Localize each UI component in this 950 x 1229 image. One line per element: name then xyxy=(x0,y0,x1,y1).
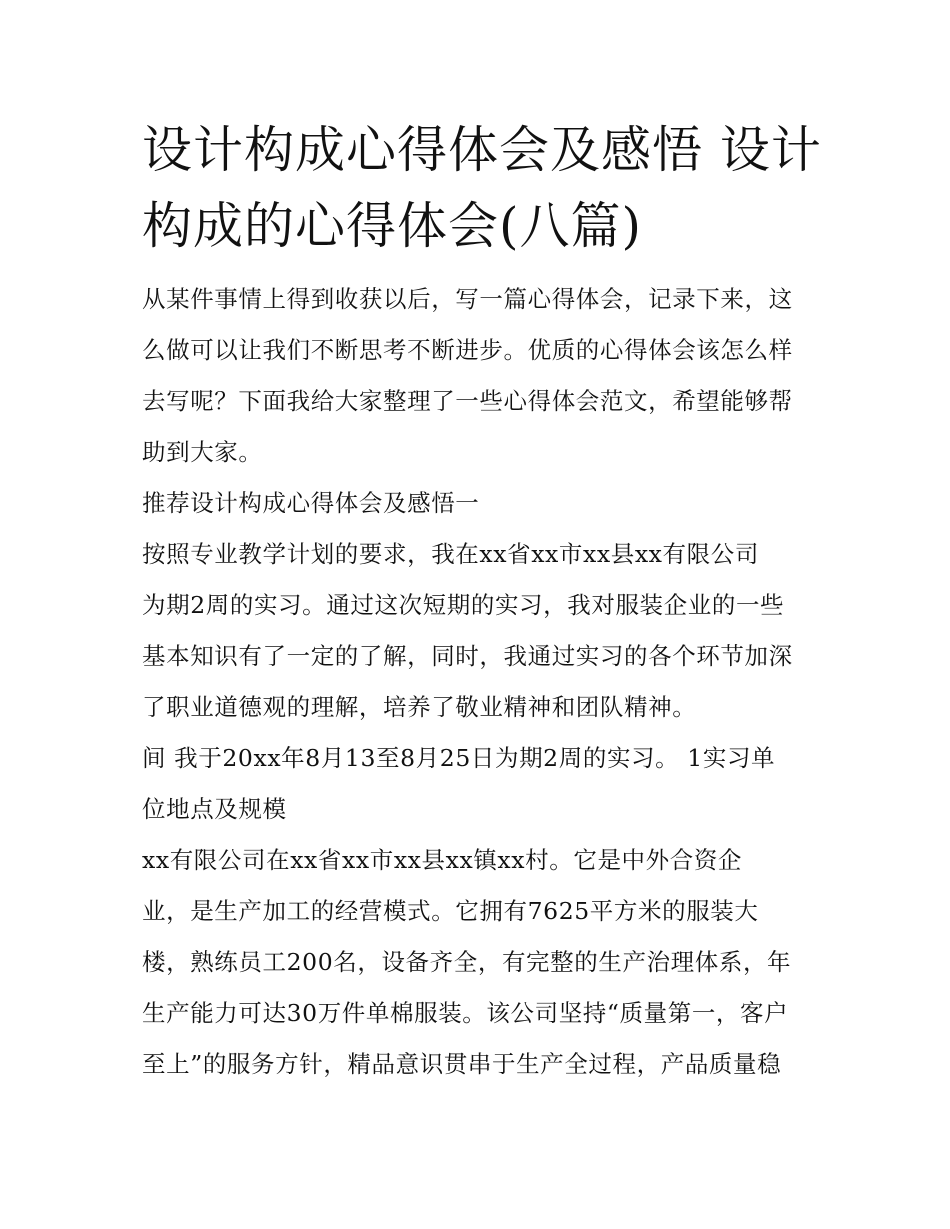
text-line: 生产能力可达30万件单棉服装。该公司坚持“质量第一，客户 xyxy=(142,999,789,1027)
section-heading xyxy=(142,478,814,529)
body-paragraph-3 xyxy=(142,835,814,1090)
text-line: 位地点及规模 xyxy=(142,795,287,823)
text-line: 基本知识有了一定的了解，同时，我通过实习的各个环节加深 xyxy=(142,642,793,670)
text-line: 楼，熟练员工200名，设备齐全，有完整的生产治理体系，年 xyxy=(142,948,792,976)
title-line: 构成的心得体会(八篇) xyxy=(142,197,643,255)
title-line: 设计构成心得体会及感悟 设计 xyxy=(142,121,822,179)
body-paragraph-2 xyxy=(142,733,814,835)
text-line: xx有限公司在xx省xx市xx县xx镇xx村。它是中外合资企 xyxy=(142,846,743,874)
body-paragraph-1 xyxy=(142,529,814,733)
text-line: 间 我于20xx年8月13至8月25日为期2周的实习。 1实习单 xyxy=(142,744,776,772)
text-line: 业，是生产加工的经营模式。它拥有7625平方米的服装大 xyxy=(142,897,759,925)
text-line: 从某件事情上得到收获以后，写一篇心得体会，记录下来，这 xyxy=(142,285,793,313)
text-line: 为期2周的实习。通过这次短期的实习，我对服装企业的一些 xyxy=(142,591,785,619)
text-line: 去写呢？下面我给大家整理了一些心得体会范文，希望能够帮 xyxy=(142,387,793,415)
text-line: 助到大家。 xyxy=(142,438,263,466)
text-line: 按照专业教学计划的要求，我在xx省xx市xx县xx有限公司 xyxy=(142,540,759,568)
intro-paragraph xyxy=(142,274,814,478)
text-line: 至上”的服务方针，精品意识贯串于生产全过程，产品质量稳 xyxy=(142,1050,782,1078)
document-title xyxy=(142,112,822,264)
document-page xyxy=(142,112,822,1090)
text-line: 么做可以让我们不断思考不断进步。优质的心得体会该怎么样 xyxy=(142,336,793,364)
heading-text: 推荐设计构成心得体会及感悟一 xyxy=(142,489,480,517)
text-line: 了职业道德观的理解，培养了敬业精神和团队精神。 xyxy=(142,693,697,721)
